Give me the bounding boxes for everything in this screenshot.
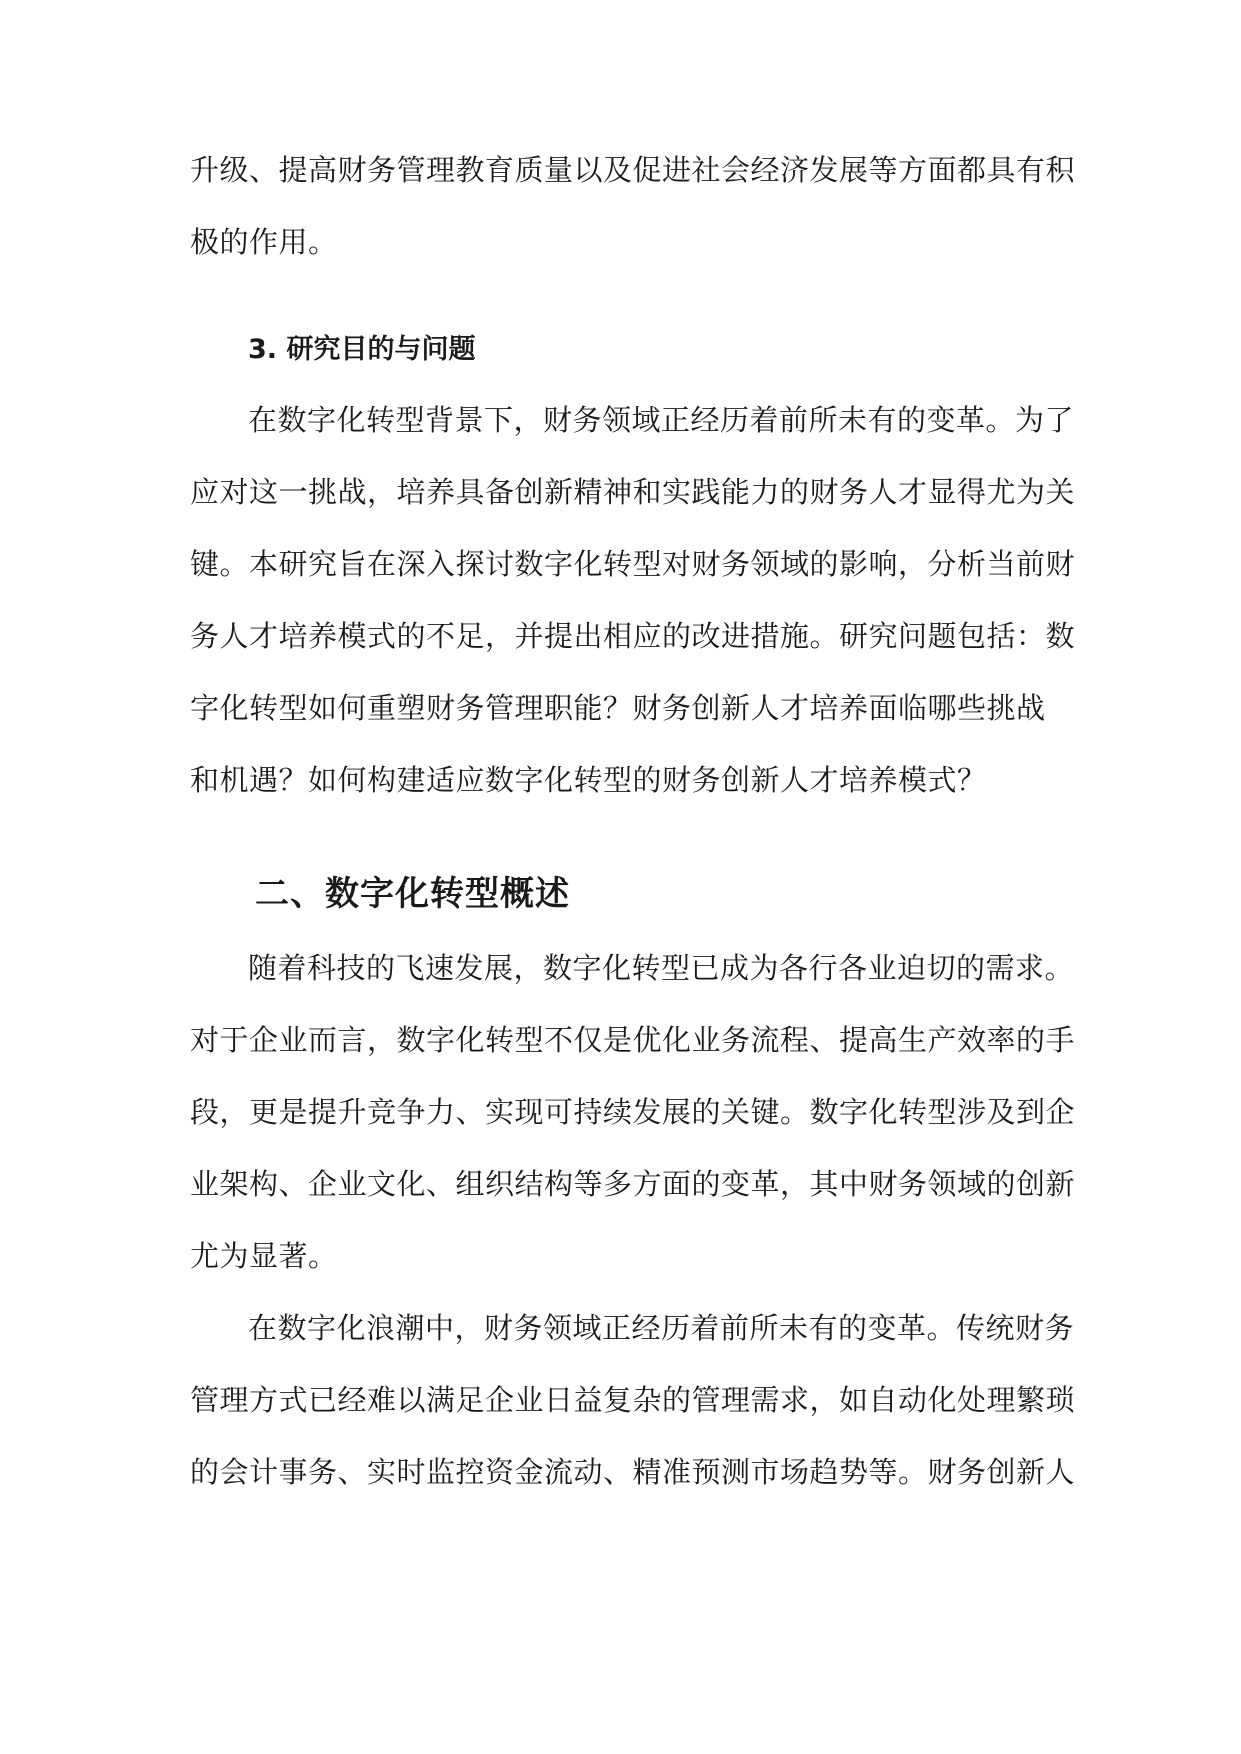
paragraph-line: 对于企业而言，数字化转型不仅是优化业务流程、提高生产效率的手 bbox=[190, 1023, 1076, 1057]
paragraph-line: 段，更是提升竞争力、实现可持续发展的关键。数字化转型涉及到企 bbox=[190, 1095, 1076, 1129]
paragraph-line: 在数字化转型背景下，财务领域正经历着前所未有的变革。为了 bbox=[248, 403, 1075, 437]
paragraph-line: 升级、提高财务管理教育质量以及促进社会经济发展等方面都具有积 bbox=[190, 153, 1076, 187]
section-heading: 3. 研究目的与问题 bbox=[248, 334, 476, 365]
paragraph-line: 在数字化浪潮中，财务领域正经历着前所未有的变革。传统财务 bbox=[248, 1311, 1075, 1345]
paragraph-line: 键。本研究旨在深入探讨数字化转型对财务领域的影响，分析当前财 bbox=[190, 547, 1076, 581]
paragraph-line: 尤为显著。 bbox=[190, 1239, 338, 1273]
chapter-heading: 二、数字化转型概述 bbox=[255, 874, 570, 914]
paragraph-line: 极的作用。 bbox=[190, 225, 338, 259]
paragraph-line: 的会计事务、实时监控资金流动、精准预测市场趋势等。财务创新人 bbox=[190, 1455, 1076, 1489]
paragraph-line: 务人才培养模式的不足，并提出相应的改进措施。研究问题包括：数 bbox=[190, 619, 1076, 653]
paragraph-line: 和机遇？如何构建适应数字化转型的财务创新人才培养模式？ bbox=[190, 763, 987, 797]
paragraph-line: 应对这一挑战，培养具备创新精神和实践能力的财务人才显得尤为关 bbox=[190, 475, 1076, 509]
paragraph-line: 业架构、企业文化、组织结构等多方面的变革，其中财务领域的创新 bbox=[190, 1167, 1076, 1201]
paragraph-line: 管理方式已经难以满足企业日益复杂的管理需求，如自动化处理繁琐 bbox=[190, 1383, 1076, 1417]
paragraph-line: 随着科技的飞速发展，数字化转型已成为各行各业迫切的需求。 bbox=[248, 951, 1075, 985]
paragraph-line: 字化转型如何重塑财务管理职能？财务创新人才培养面临哪些挑战 bbox=[190, 691, 1046, 725]
